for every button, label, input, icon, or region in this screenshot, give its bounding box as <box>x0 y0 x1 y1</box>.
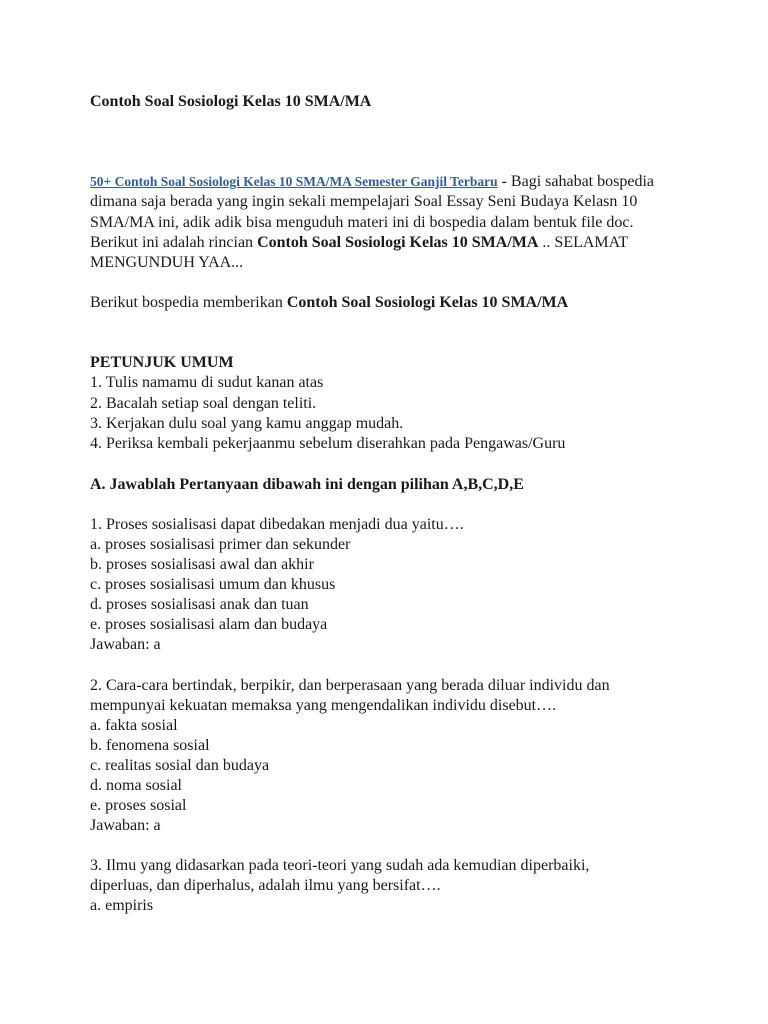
answer-option: c. proses sosialisasi umum dan khusus <box>90 576 336 594</box>
question-text: mempunyai kekuatan memaksa yang mengendalikan individu disebut…. <box>90 696 557 714</box>
answer-key: Jawaban: a <box>90 817 161 835</box>
answer-key: Jawaban: a <box>90 636 161 654</box>
petunjuk-item: 3. Kerjakan dulu soal yang kamu anggap mudah. <box>90 414 404 432</box>
second-paragraph-bold: Contoh Soal Sosiologi Kelas 10 SMA/MA <box>286 294 569 312</box>
answer-option: d. noma sosial <box>90 776 182 794</box>
intro-text-2: .. SELAMAT MENGUNDUH YAA... <box>90 233 628 272</box>
question-1 <box>90 515 708 656</box>
answer-option: d. proses sosialisasi anak dan tuan <box>90 596 309 614</box>
answer-option: a. fakta sosial <box>90 716 178 734</box>
intro-paragraph <box>90 172 680 273</box>
question-3 <box>90 856 708 916</box>
answer-option: b. proses sosialisasi awal dan akhir <box>90 556 314 574</box>
petunjuk-item: 4. Periksa kembali pekerjaanmu sebelum diserahkan pada Pengawas/Guru <box>90 434 566 452</box>
question-text: 1. Proses sosialisasi dapat dibedakan menjadi dua yaitu…. <box>90 515 464 533</box>
second-paragraph <box>90 293 708 313</box>
intro-text-1: - Bagi sahabat bospedia dimana saja berada yang ingin sekali mempelajari Soal Essay Seni Budaya Kelasn 10 SMA/MA ini, adik adik bisa menguduh materi ini di bospedia dalam bentuk file doc. Berikut ini adalah rincian <box>90 173 654 251</box>
petunjuk-item: 2. Bacalah setiap soal dengan teliti. <box>90 394 317 412</box>
question-text: diperluas, dan diperhalus, adalah ilmu yang bersifat…. <box>90 877 441 895</box>
question-2 <box>90 676 708 837</box>
petunjuk-item: 1. Tulis namamu di sudut kanan atas <box>90 374 324 392</box>
petunjuk-heading: PETUNJUK UMUM <box>90 354 234 372</box>
answer-option: a. empiris <box>90 897 154 915</box>
petunjuk-list <box>90 373 708 453</box>
document-title: Contoh Soal Sosiologi Kelas 10 SMA/MA <box>90 93 372 110</box>
intro-bold-title: Contoh Soal Sosiologi Kelas 10 SMA/MA <box>257 233 539 251</box>
article-link[interactable]: 50+ Contoh Soal Sosiologi Kelas 10 SMA/MA Semester Ganjil Terbaru <box>90 174 498 189</box>
answer-option: a. proses sosialisasi primer dan sekunder <box>90 535 351 553</box>
answer-option: e. proses sosialisasi alam dan budaya <box>90 616 328 634</box>
answer-option: c. realitas sosial dan budaya <box>90 756 270 774</box>
question-text: 2. Cara-cara bertindak, berpikir, dan berperasaan yang berada diluar individu dan <box>90 676 610 694</box>
question-text: 3. Ilmu yang didasarkan pada teori-teori yang sudah ada kemudian diperbaiki, <box>90 857 590 875</box>
second-paragraph-text: Berikut bospedia memberikan <box>90 294 287 312</box>
answer-option: b. fenomena sosial <box>90 736 210 754</box>
answer-option: e. proses sosial <box>90 797 187 815</box>
section-a-heading: A. Jawablah Pertanyaan dibawah ini dengan pilihan A,B,C,D,E <box>90 475 524 493</box>
